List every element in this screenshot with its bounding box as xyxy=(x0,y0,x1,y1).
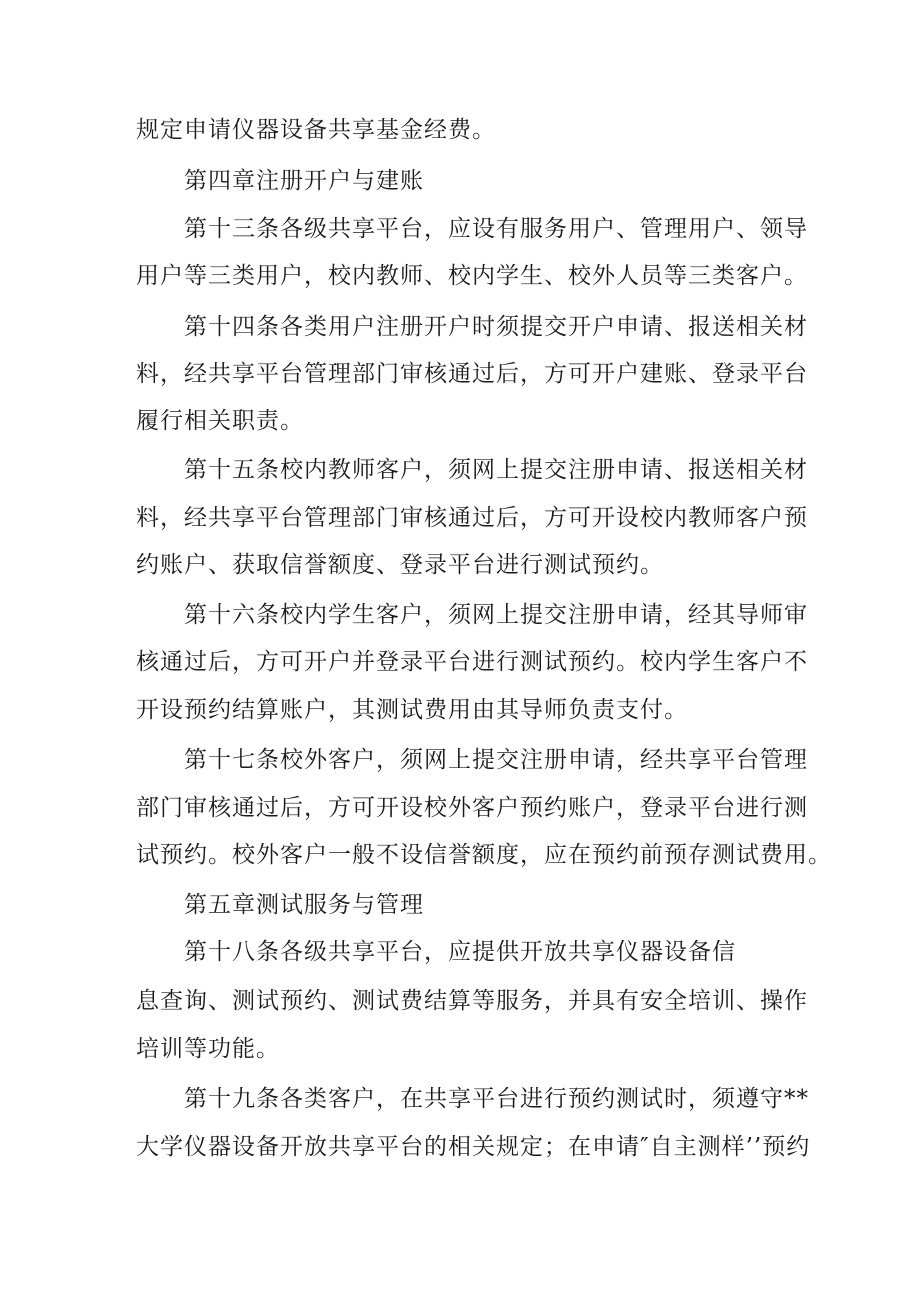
article-18-line-2: 息查询、测试预约、测试费结算等服务，并具有安全培训、操作 xyxy=(136,988,808,1014)
article-19-line-2: 大学仪器设备开放共享平台的相关规定；在申请″自主测样’’预约 xyxy=(136,1134,811,1160)
article-13-line-2: 用户等三类用户，校内教师、校内学生、校外人员等三类客户。 xyxy=(136,263,808,289)
article-15-line-3: 约账户、获取信誉额度、登录平台进行测试预约。 xyxy=(136,552,664,578)
article-16-line-3: 开设预约结算账户，其测试费用由其导师负责支付。 xyxy=(136,697,688,723)
article-16-line-2: 核通过后，方可开户并登录平台进行测试预约。校内学生客户不 xyxy=(136,649,808,675)
article-16-line-1: 第十六条校内学生客户，须网上提交注册申请，经其导师审 xyxy=(184,602,808,628)
article-17-line-3: 试预约。校外客户一般不设信誉额度，应在预约前预存测试费用。 xyxy=(136,842,832,868)
article-15-line-2: 料，经共享平台管理部门审核通过后，方可开设校内教师客户预 xyxy=(136,505,808,531)
article-18-line-3: 培训等功能。 xyxy=(136,1036,280,1062)
article-14-line-1: 第十四条各类用户注册开户时须提交开户申请、报送相关材 xyxy=(184,314,808,340)
article-17-line-1: 第十七条校外客户，须网上提交注册申请，经共享平台管理 xyxy=(184,747,808,773)
chapter-heading-4: 第四章注册开户与建账 xyxy=(184,168,424,194)
article-13-line-1: 第十三条各级共享平台，应设有服务用户、管理用户、领导 xyxy=(184,216,808,242)
article-18-line-1: 第十八条各级共享平台，应提供开放共享仪器设备信 xyxy=(184,939,736,965)
article-14-line-3: 履行相关职责。 xyxy=(136,408,304,434)
article-15-line-1: 第十五条校内教师客户，须网上提交注册申请、报送相关材 xyxy=(184,457,808,483)
article-14-line-2: 料，经共享平台管理部门审核通过后，方可开户建账、登录平台 xyxy=(136,361,808,387)
article-17-line-2: 部门审核通过后，方可开设校外客户预约账户，登录平台进行测 xyxy=(136,795,808,821)
chapter-heading-5: 第五章测试服务与管理 xyxy=(184,892,424,918)
article-19-line-1: 第十九条各类客户，在共享平台进行预约测试时，须遵守** xyxy=(184,1086,809,1112)
text-line-1: 规定申请仪器设备共享基金经费。 xyxy=(136,117,496,143)
